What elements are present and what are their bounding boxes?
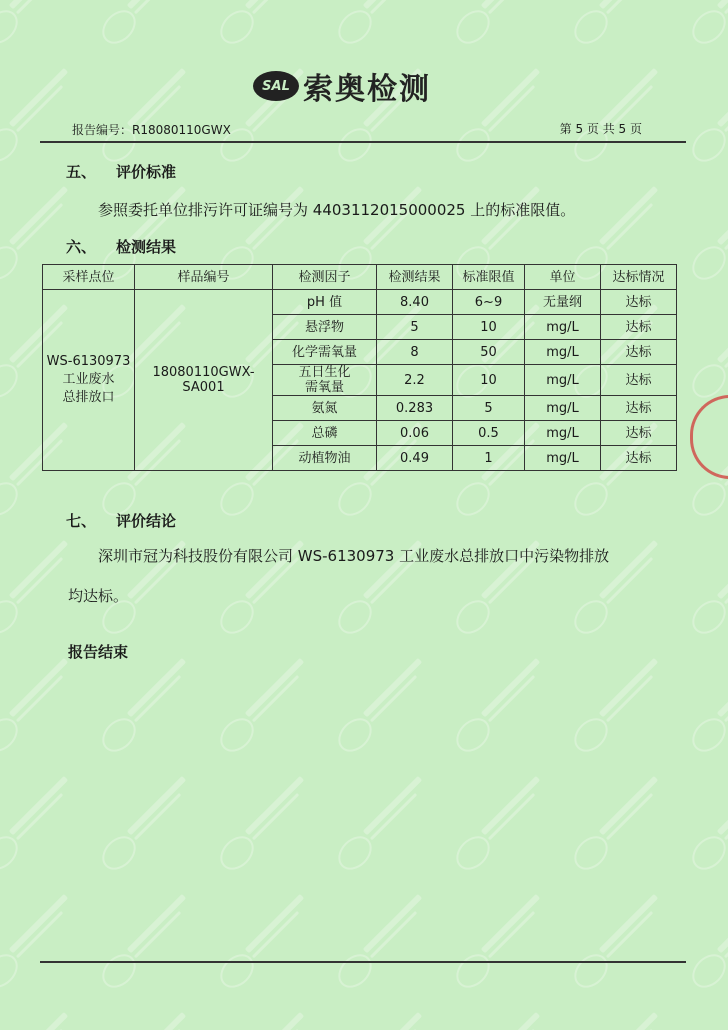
section-7-number: 七、 [66,512,97,530]
watermark-part [9,776,68,835]
watermark-part [245,1012,304,1030]
factor-cell [273,421,377,446]
result-cell: 0.49 [377,446,453,471]
result-cell: 0.06 [377,421,453,446]
watermark-part [127,658,186,717]
watermark-part [9,658,68,717]
section-6-heading [66,236,176,257]
header-sample-number: 样品编号 [135,265,273,290]
section-6-title: 检测结果 [116,238,177,256]
watermark-part [717,776,728,835]
watermark-part [686,122,728,169]
result-cell: 5 [377,315,453,340]
watermark-part [245,658,304,717]
watermark-mark [329,1005,439,1030]
factor-name: 动植物油 [298,450,351,466]
watermark-mark [565,651,675,761]
watermark-part [599,1012,658,1030]
watermark-mark [0,61,85,171]
unit-cell: mg/L [525,396,601,421]
factor-cell [273,315,377,340]
watermark-mark [565,0,675,53]
watermark-part [16,0,63,14]
limit-cell: 1 [453,446,525,471]
factor-name: 化学需氧量 [291,344,357,360]
watermark-mark [565,887,675,997]
watermark-part [363,0,422,9]
watermark-part [481,894,540,953]
watermark-mark [93,887,203,997]
factor-cell [273,446,377,471]
watermark-part [363,1012,422,1030]
watermark-part [252,0,299,14]
watermark-mark [447,887,557,997]
limit-cell: 0.5 [453,421,525,446]
status-cell: 达标 [601,365,677,396]
watermark-part [717,658,728,717]
status-cell: 达标 [601,446,677,471]
watermark-part [245,894,304,953]
unit-cell: mg/L [525,365,601,396]
status-cell: 达标 [601,290,677,315]
watermark-mark [565,769,675,879]
limit-cell: 5 [453,396,525,421]
watermark-part [717,68,728,127]
watermark-mark [447,0,557,53]
watermark-part [686,830,728,877]
watermark-part [606,0,653,14]
watermark-mark [93,769,203,879]
watermark-part [481,1012,540,1030]
watermark-part [245,776,304,835]
watermark-part [9,894,68,953]
table-header-row [43,265,677,290]
watermark-part [363,894,422,953]
watermark-mark [683,887,728,997]
limit-cell: 6~9 [453,290,525,315]
watermark-part [724,203,728,250]
watermark-mark [329,651,439,761]
sampling-point-line: 工业废水 [62,372,115,387]
header-compliance: 达标情况 [601,265,677,290]
watermark-part [717,894,728,953]
logo-text: 索奥检测 [303,72,431,107]
watermark-part [481,658,540,717]
limit-cell: 10 [453,315,525,340]
watermark-mark [93,0,203,53]
watermark-part [599,658,658,717]
watermark-part [724,557,728,604]
report-end: 报告结束 [68,643,129,661]
section-6-number: 六、 [66,238,97,256]
watermark-part [724,793,728,840]
company-logo [253,66,431,106]
factor-cell [273,340,377,365]
sampling-point-line: WS-6130973 [46,354,131,369]
factor-name: 总磷 [311,425,338,441]
footer-divider [40,961,686,963]
watermark-part [599,894,658,953]
watermark-part [717,186,728,245]
section-5-heading [66,161,176,182]
section-7-text-line-2: 均达标。 [68,587,129,605]
section-5-number: 五、 [66,163,97,181]
watermark-mark [211,1005,321,1030]
unit-cell: 无量纲 [525,290,601,315]
watermark-part [686,948,728,995]
header-unit: 单位 [525,265,601,290]
status-cell: 达标 [601,315,677,340]
red-seal-stamp [690,395,728,479]
watermark-mark [565,61,675,171]
watermark-part [363,776,422,835]
watermark-part [134,0,181,14]
watermark-mark [683,179,728,289]
section-5-text: 参照委托单位排污许可证编号为 4403112015000025 上的标准限值。 [98,201,576,219]
watermark-part [488,0,535,14]
watermark-mark [447,769,557,879]
watermark-mark [93,1005,203,1030]
watermark-mark [683,61,728,171]
factor-name: 氨氮 [311,400,338,416]
watermark-part [127,776,186,835]
sampling-point-cell [43,290,135,471]
watermark-mark [329,887,439,997]
watermark-mark [447,1005,557,1030]
watermark-part [599,186,658,245]
section-5-title: 评价标准 [116,163,177,181]
watermark-mark [93,651,203,761]
sample-number-cell: 18080110GWX-SA001 [135,290,273,471]
watermark-part [127,894,186,953]
status-cell: 达标 [601,421,677,446]
watermark-mark [447,651,557,761]
watermark-part [245,0,304,9]
sampling-point-line: 总排放口 [62,390,115,405]
limit-cell: 10 [453,365,525,396]
watermark-part [724,85,728,132]
section-7-title: 评价结论 [116,512,177,530]
result-cell: 0.283 [377,396,453,421]
watermark-part [599,776,658,835]
result-cell: 8.40 [377,290,453,315]
watermark-mark [0,0,85,53]
watermark-mark [93,61,203,171]
watermark-mark [683,769,728,879]
watermark-mark [329,0,439,53]
watermark-mark [211,887,321,997]
section-7-heading [66,510,176,531]
watermark-mark [683,0,728,53]
watermark-mark [0,651,85,761]
watermark-part [481,68,540,127]
header-result: 检测结果 [377,265,453,290]
factor-name-line-2: 需氧量 [304,380,344,395]
watermark-mark [0,769,85,879]
watermark-part [481,0,540,9]
watermark-part [370,0,417,14]
watermark-mark [683,651,728,761]
unit-cell: mg/L [525,340,601,365]
results-table [42,264,677,471]
watermark-part [686,4,728,51]
header-divider [40,141,686,143]
watermark-part [717,304,728,363]
header-sampling-point: 采样点位 [43,265,135,290]
watermark-part [686,594,728,641]
watermark-mark [329,769,439,879]
watermark-part [686,240,728,287]
status-cell: 达标 [601,340,677,365]
watermark-part [9,540,68,599]
factor-name: pH 值 [306,294,343,310]
watermark-part [127,68,186,127]
factor-name: 悬浮物 [304,319,344,335]
factor-cell [273,396,377,421]
header-test-factor: 检测因子 [273,265,377,290]
watermark-mark [211,0,321,53]
header-standard-limit: 标准限值 [453,265,525,290]
watermark-part [717,1012,728,1030]
watermark-part [9,68,68,127]
watermark-part [724,911,728,958]
factor-cell [273,290,377,315]
sal-logo-badge: SAL [253,71,299,101]
watermark-part [724,675,728,722]
watermark-mark [683,533,728,643]
watermark-mark [683,297,728,407]
watermark-part [599,68,658,127]
watermark-part [481,776,540,835]
result-cell: 8 [377,340,453,365]
watermark-part [686,476,728,523]
watermark-part [127,0,186,9]
watermark-part [363,658,422,717]
table-row [43,290,677,315]
factor-name: 五日生化 [298,365,351,380]
watermark-mark [0,1005,85,1030]
unit-cell: mg/L [525,315,601,340]
watermark-mark [211,651,321,761]
limit-cell: 50 [453,340,525,365]
page-info: 第 5 页 共 5 页 [559,122,642,136]
unit-cell: mg/L [525,421,601,446]
watermark-part [717,540,728,599]
watermark-part [9,186,68,245]
watermark-part [686,712,728,759]
watermark-mark [683,1005,728,1030]
watermark-part [127,1012,186,1030]
watermark-part [9,1012,68,1030]
watermark-mark [565,1005,675,1030]
unit-cell: mg/L [525,446,601,471]
factor-cell [273,365,377,396]
result-cell: 2.2 [377,365,453,396]
watermark-part [9,0,68,9]
watermark-mark [0,887,85,997]
watermark-mark [211,769,321,879]
status-cell: 达标 [601,396,677,421]
watermark-mark [447,61,557,171]
watermark-part [599,0,658,9]
watermark-part [724,321,728,368]
report-number: 报告编号：R18080110GWX [72,123,231,137]
section-7-text-line-1: 深圳市冠为科技股份有限公司 WS-6130973 工业废水总排放口中污染物排放 [98,547,610,565]
